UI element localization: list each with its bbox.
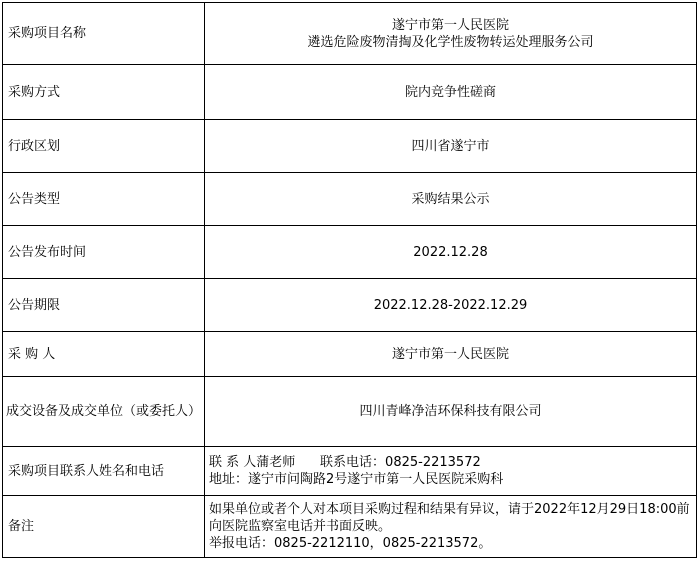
row-label-remarks: 备注 bbox=[3, 496, 205, 558]
table-row bbox=[3, 120, 697, 173]
row-value-publish-time: 2022.12.28 bbox=[205, 226, 697, 279]
row-value-notice-type: 采购结果公示 bbox=[205, 173, 697, 226]
row-label-notice-type: 公告类型 bbox=[3, 173, 205, 226]
row-value-remarks bbox=[205, 496, 697, 558]
table-row bbox=[3, 226, 697, 279]
row-label-region: 行政区划 bbox=[3, 120, 205, 173]
row-value-method: 院内竞争性磋商 bbox=[205, 65, 697, 120]
table-row bbox=[3, 279, 697, 332]
contact-line-2: 地址：遂宁市问陶路2号遂宁市第一人民医院采购科 bbox=[209, 472, 504, 487]
table-row bbox=[3, 65, 697, 120]
table-row bbox=[3, 447, 697, 496]
row-label-project-name: 采购项目名称 bbox=[3, 3, 205, 65]
row-value-region: 四川省遂宁市 bbox=[205, 120, 697, 173]
project-name-line-2: 遴选危险废物清掏及化学性废物转运处理服务公司 bbox=[307, 34, 594, 50]
remarks-line-2: 举报电话：0825-2212110，0825-2213572。 bbox=[209, 536, 492, 551]
row-label-method: 采购方式 bbox=[3, 65, 205, 120]
table-row bbox=[3, 496, 697, 558]
row-value-winning-unit: 四川青峰净洁环保科技有限公司 bbox=[205, 377, 697, 447]
row-label-purchaser: 采 购 人 bbox=[3, 332, 205, 377]
row-label-notice-period: 公告期限 bbox=[3, 279, 205, 332]
row-label-winning-unit: 成交设备及成交单位（或委托人） bbox=[3, 377, 205, 447]
remarks-line-1: 如果单位或者个人对本项目采购过程和结果有异议，请于2022年12月29日18:00前向医院监察室电话并书面反映。 bbox=[209, 502, 690, 534]
procurement-info-table bbox=[2, 2, 697, 558]
row-label-publish-time: 公告发布时间 bbox=[3, 226, 205, 279]
table-row bbox=[3, 173, 697, 226]
project-name-line-1: 遂宁市第一人民医院 bbox=[391, 17, 509, 33]
contact-line-1: 联 系 人蒲老师 联系电话：0825-2213572 bbox=[209, 455, 481, 470]
table-row bbox=[3, 3, 697, 65]
row-value-contact bbox=[205, 447, 697, 496]
table-row bbox=[3, 332, 697, 377]
row-value-purchaser: 遂宁市第一人民医院 bbox=[205, 332, 697, 377]
row-value-notice-period: 2022.12.28-2022.12.29 bbox=[205, 279, 697, 332]
table-row bbox=[3, 377, 697, 447]
row-label-contact: 采购项目联系人姓名和电话 bbox=[3, 447, 205, 496]
row-value-project-name bbox=[205, 3, 697, 65]
